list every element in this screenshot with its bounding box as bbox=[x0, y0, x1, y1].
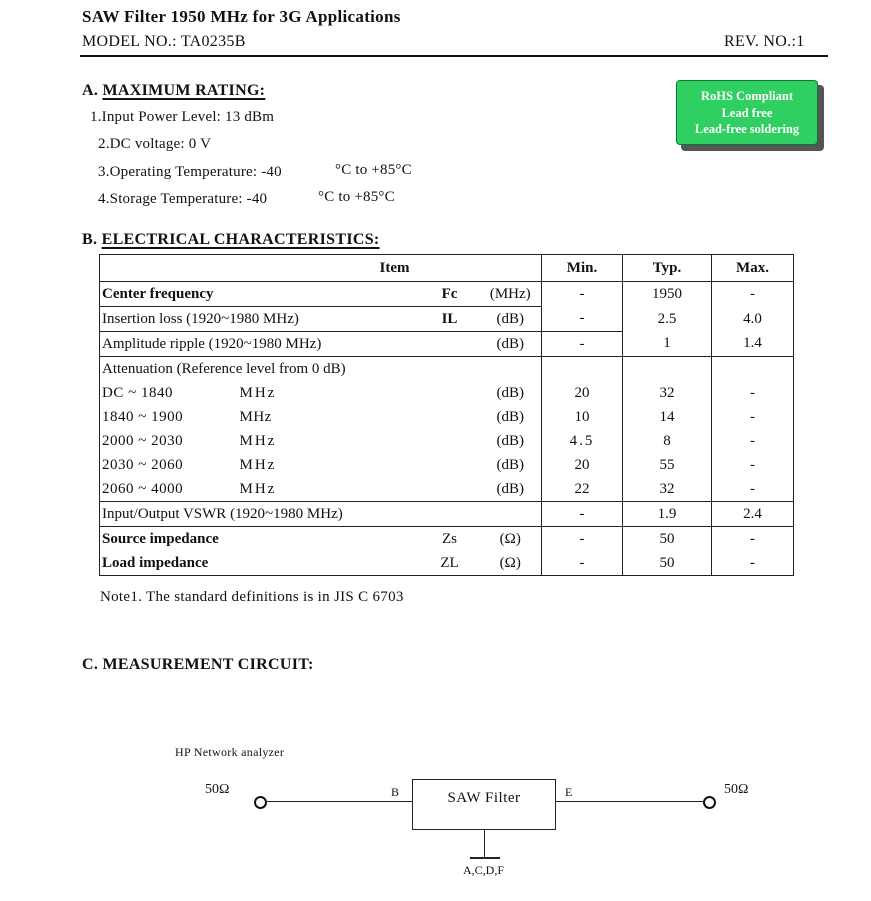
row-unit: (MHz) bbox=[489, 285, 531, 302]
document-title: SAW Filter 1950 MHz for 3G Applications bbox=[82, 7, 401, 26]
row-min: - bbox=[542, 332, 623, 357]
saw-filter-block bbox=[412, 779, 556, 830]
row-mhz: MHz bbox=[239, 480, 277, 497]
rohs-badge bbox=[676, 80, 818, 145]
badge-line-3: Lead-free soldering bbox=[694, 122, 800, 136]
row-item: Amplitude ripple (1920~1980 MHz) bbox=[100, 332, 420, 357]
input-port-label: B bbox=[391, 785, 400, 799]
row-max: - bbox=[712, 381, 794, 405]
model-number: MODEL NO.: TA0235B bbox=[82, 33, 246, 50]
row-typ: 8 bbox=[623, 429, 712, 453]
revision-number: REV. NO.:1 bbox=[724, 33, 805, 50]
row-item: 1840 ~ 1900 bbox=[102, 408, 184, 425]
row-unit: (dB) bbox=[496, 456, 524, 473]
row-max: 4.0 bbox=[712, 307, 794, 332]
table-row bbox=[100, 332, 794, 357]
row-typ: 1950 bbox=[623, 282, 712, 307]
table-row bbox=[100, 429, 794, 453]
row-mhz: MHz bbox=[239, 384, 277, 401]
rating-item-2: 2.DC voltage: 0 V bbox=[98, 136, 212, 152]
ground-bar bbox=[470, 857, 500, 859]
table-row bbox=[100, 551, 794, 576]
row-unit: (Ω) bbox=[480, 551, 542, 576]
section-c-heading: C. MEASUREMENT CIRCUIT: bbox=[82, 656, 314, 673]
header-rule bbox=[80, 55, 828, 57]
left-impedance-label: 50Ω bbox=[205, 782, 230, 797]
rating-temp-range-st: °C to +85°C bbox=[318, 189, 395, 205]
row-max: - bbox=[712, 453, 794, 477]
row-symbol: IL bbox=[420, 307, 480, 332]
row-min: 20 bbox=[542, 453, 623, 477]
row-symbol: Zs bbox=[442, 530, 457, 547]
row-symbol: ZL bbox=[420, 551, 480, 576]
table-row bbox=[100, 453, 794, 477]
row-mhz: MHz bbox=[239, 432, 277, 449]
header-typ: Typ. bbox=[623, 255, 712, 282]
row-unit: (dB) bbox=[480, 332, 542, 357]
badge-line-1: RoHS Compliant bbox=[700, 89, 794, 103]
row-max: - bbox=[712, 429, 794, 453]
row-min: 4.5 bbox=[542, 429, 623, 453]
section-b-prefix: B. bbox=[82, 231, 98, 248]
row-min: - bbox=[542, 551, 623, 576]
row-mhz: MHz bbox=[239, 456, 277, 473]
section-b-heading bbox=[82, 231, 380, 249]
rating-temp-range-op: °C to +85°C bbox=[335, 162, 412, 178]
row-min: 10 bbox=[542, 405, 623, 429]
rating-item-1: 1.Input Power Level: 13 dBm bbox=[90, 109, 275, 125]
row-symbol: Fc bbox=[441, 285, 458, 302]
row-typ: 50 bbox=[623, 551, 712, 576]
header-max: Max. bbox=[712, 255, 794, 282]
row-item: Insertion loss (1920~1980 MHz) bbox=[100, 307, 420, 332]
rating-item-4: 4.Storage Temperature: -40 bbox=[98, 191, 268, 207]
ground-pins-label: A,C,D,F bbox=[463, 863, 505, 877]
electrical-spec-table bbox=[99, 254, 794, 576]
row-item: Load impedance bbox=[100, 551, 420, 576]
row-typ: 50 bbox=[623, 527, 712, 552]
row-max: 1.4 bbox=[712, 332, 794, 357]
analyzer-label: HP Network analyzer bbox=[175, 745, 285, 759]
row-item: Source impedance bbox=[100, 527, 420, 552]
table-row bbox=[100, 357, 794, 382]
right-impedance-label: 50Ω bbox=[724, 782, 749, 797]
row-min: 20 bbox=[542, 381, 623, 405]
table-row bbox=[100, 502, 794, 527]
header-item: Item bbox=[100, 255, 542, 282]
header-min: Min. bbox=[542, 255, 623, 282]
row-typ: 1 bbox=[623, 332, 712, 357]
row-item: Center frequency bbox=[100, 282, 420, 307]
output-port-label: E bbox=[565, 785, 573, 799]
row-mhz: MHz bbox=[239, 408, 272, 425]
row-min: - bbox=[542, 502, 623, 527]
row-max: - bbox=[712, 527, 794, 552]
row-unit: (dB) bbox=[480, 477, 542, 502]
row-unit: (dB) bbox=[496, 432, 524, 449]
row-unit: (dB) bbox=[496, 408, 524, 425]
row-max: - bbox=[712, 551, 794, 576]
row-unit: (Ω) bbox=[499, 530, 521, 547]
table-header-row bbox=[100, 255, 794, 282]
right-terminal bbox=[703, 796, 716, 809]
row-min: 22 bbox=[542, 477, 623, 502]
left-terminal bbox=[254, 796, 267, 809]
row-unit: (dB) bbox=[480, 307, 542, 332]
row-max: 2.4 bbox=[712, 502, 794, 527]
rating-item-3: 3.Operating Temperature: -40 bbox=[98, 164, 282, 180]
table-row bbox=[100, 282, 794, 307]
table-row bbox=[100, 307, 794, 332]
row-typ: 2.5 bbox=[623, 307, 712, 332]
right-wire bbox=[556, 801, 703, 802]
row-max: - bbox=[712, 405, 794, 429]
row-typ: 1.9 bbox=[623, 502, 712, 527]
ground-stem bbox=[484, 830, 485, 858]
row-item: Attenuation (Reference level from 0 dB) bbox=[100, 357, 542, 382]
row-item: 2000 ~ 2030 bbox=[102, 432, 184, 449]
row-typ: 14 bbox=[623, 405, 712, 429]
section-a-title: MAXIMUM RATING: bbox=[102, 82, 266, 99]
row-unit: (dB) bbox=[496, 384, 524, 401]
saw-filter-label: SAW Filter bbox=[447, 790, 521, 806]
table-row bbox=[100, 477, 794, 502]
row-item: DC ~ 1840 bbox=[102, 384, 173, 401]
row-max: - bbox=[712, 282, 794, 307]
table-row bbox=[100, 527, 794, 552]
row-min: - bbox=[542, 282, 623, 307]
row-typ: 32 bbox=[623, 381, 712, 405]
row-max: - bbox=[712, 477, 794, 502]
row-item: 2030 ~ 2060 bbox=[102, 456, 184, 473]
row-typ: 55 bbox=[623, 453, 712, 477]
section-a-prefix: A. bbox=[82, 82, 99, 99]
row-min: - bbox=[542, 307, 623, 332]
table-row bbox=[100, 405, 794, 429]
badge-line-2: Lead free bbox=[721, 105, 773, 120]
row-symbol bbox=[420, 332, 480, 357]
row-item: Input/Output VSWR (1920~1980 MHz) bbox=[100, 502, 542, 527]
row-item: 2060 ~ 4000 bbox=[102, 480, 184, 497]
table-row bbox=[100, 381, 794, 405]
table-note: Note1. The standard definitions is in JIS C 6703 bbox=[100, 589, 404, 605]
row-typ: 32 bbox=[623, 477, 712, 502]
section-b-title: ELECTRICAL CHARACTERISTICS: bbox=[101, 231, 380, 248]
section-a-heading bbox=[82, 82, 265, 100]
left-wire bbox=[267, 801, 412, 802]
row-min: - bbox=[542, 527, 623, 552]
